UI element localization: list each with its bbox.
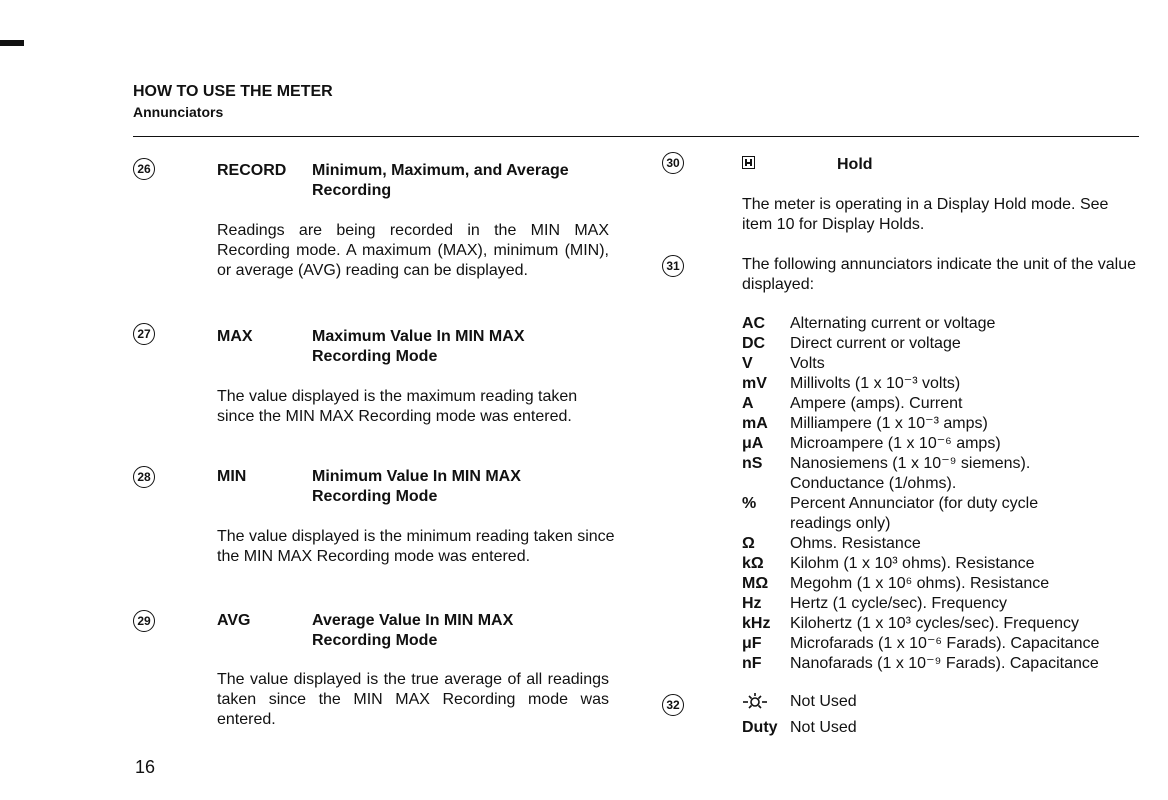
unit-symbol: % [742, 495, 757, 512]
unit-row [742, 414, 1162, 434]
unit-symbol: kΩ [742, 555, 764, 572]
item-text-max: The value displayed is the maximum reading taken since the MIN MAX Recording mode was entered. [217, 388, 578, 425]
hold-icon [742, 156, 755, 174]
unit-row [742, 394, 1162, 414]
item-number-28: 28 [133, 466, 155, 488]
item-heading-avg: Average Value In MIN MAX Recording Mode [312, 612, 514, 649]
item-label-record: RECORD [217, 162, 287, 179]
unit-row [742, 654, 1162, 674]
unit-row [742, 374, 1162, 394]
unit-description: Volts [790, 355, 825, 372]
unit-row [742, 354, 1162, 374]
page-title: HOW TO USE THE METER [133, 83, 333, 100]
item-label-min: MIN [217, 468, 247, 485]
unit-symbol: nF [742, 655, 762, 672]
unit-description: Kilohm (1 x 10³ ohms). Resistance [790, 555, 1035, 572]
item-heading-max: Maximum Value In MIN MAX Recording Mode [312, 328, 525, 365]
item-heading-record: Minimum, Maximum, and Average Recording [312, 162, 569, 199]
unit-row [742, 692, 1142, 718]
item-number-30: 30 [662, 152, 684, 174]
unit-description: Milliampere (1 x 10⁻³ amps) [790, 415, 988, 432]
unit-description: Percent Annunciator (for duty cycle readings only) [790, 495, 1039, 532]
unit-symbol: MΩ [742, 575, 769, 592]
item-number-31: 31 [662, 255, 684, 277]
unit-row [742, 594, 1162, 614]
unit-description: Ohms. Resistance [790, 535, 921, 552]
item-text-avg: The value displayed is the true average of all readings taken since the MIN MAX Recording mode was entered. [217, 671, 609, 728]
item-number-32: 32 [662, 694, 684, 716]
unit-description: Alternating current or voltage [790, 315, 996, 332]
unit-symbol: V [742, 355, 753, 372]
unit-row [742, 314, 1162, 334]
unit-description: Nanofarads (1 x 10⁻⁹ Farads). Capacitance [790, 655, 1099, 672]
unit-description: Direct current or voltage [790, 335, 961, 352]
unit-symbol: μF [742, 635, 762, 652]
item-number-26: 26 [133, 158, 155, 180]
item-number-27: 27 [133, 323, 155, 345]
unit-row [742, 554, 1162, 574]
unit-description: Microfarads (1 x 10⁻⁶ Farads). Capacitance [790, 635, 1100, 652]
unit-symbol: AC [742, 315, 766, 332]
unit-symbol: μA [742, 435, 764, 452]
unit-row [742, 434, 1162, 454]
unit-description: Not Used [790, 719, 857, 736]
item-text-hold: The meter is operating in a Display Hold mode. See item 10 for Display Holds. [742, 196, 1109, 233]
item-text-min: The value displayed is the minimum reading taken since the MIN MAX Recording mode was entered. [217, 528, 615, 565]
unit-symbol: Duty [742, 719, 778, 736]
header-divider [133, 136, 1139, 137]
unit-symbol: Ω [742, 535, 755, 552]
item-text-record: Readings are being recorded in the MIN MAX Recording mode. A maximum (MAX), minimum (MIN), or average (AVG) reading can be displayed. [217, 222, 609, 279]
item-number-29: 29 [133, 610, 155, 632]
units-list [742, 314, 1162, 674]
unit-row [742, 614, 1162, 634]
unit-row [742, 634, 1162, 654]
unit-row [742, 574, 1162, 594]
unit-symbol: DC [742, 335, 766, 352]
item-heading-min: Minimum Value In MIN MAX Recording Mode [312, 468, 521, 505]
units-intro: The following annunciators indicate the unit of the value displayed: [742, 256, 1137, 293]
page-header [133, 82, 333, 122]
unit-symbol: mA [742, 415, 768, 432]
unit-symbol: Hz [742, 595, 762, 612]
unit-row [742, 494, 1162, 534]
unit-row [742, 334, 1162, 354]
unit-row [742, 718, 1142, 738]
not-used-list [742, 692, 1142, 738]
page-number: 16 [135, 757, 156, 777]
unit-symbol: nS [742, 455, 763, 472]
unit-description: Hertz (1 cycle/sec). Frequency [790, 595, 1007, 612]
backlight-icon [742, 692, 790, 718]
item-label-hold: Hold [837, 156, 873, 173]
unit-row [742, 454, 1162, 494]
unit-description: Ampere (amps). Current [790, 395, 963, 412]
unit-symbol: mV [742, 375, 767, 392]
unit-description: Megohm (1 x 10⁶ ohms). Resistance [790, 575, 1050, 592]
unit-description: Kilohertz (1 x 10³ cycles/sec). Frequency [790, 615, 1079, 632]
unit-description: Not Used [790, 693, 857, 710]
unit-symbol: A [742, 395, 754, 412]
corner-mark [0, 40, 24, 46]
unit-symbol: kHz [742, 615, 771, 632]
unit-description: Millivolts (1 x 10⁻³ volts) [790, 375, 961, 392]
item-label-avg: AVG [217, 612, 251, 629]
unit-description: Microampere (1 x 10⁻⁶ amps) [790, 435, 1001, 452]
unit-description: Nanosiemens (1 x 10⁻⁹ siemens). Conductance (1/ohms). [790, 455, 1031, 492]
item-label-max: MAX [217, 328, 253, 345]
page-subtitle: Annunciators [133, 104, 224, 120]
unit-row [742, 534, 1162, 554]
